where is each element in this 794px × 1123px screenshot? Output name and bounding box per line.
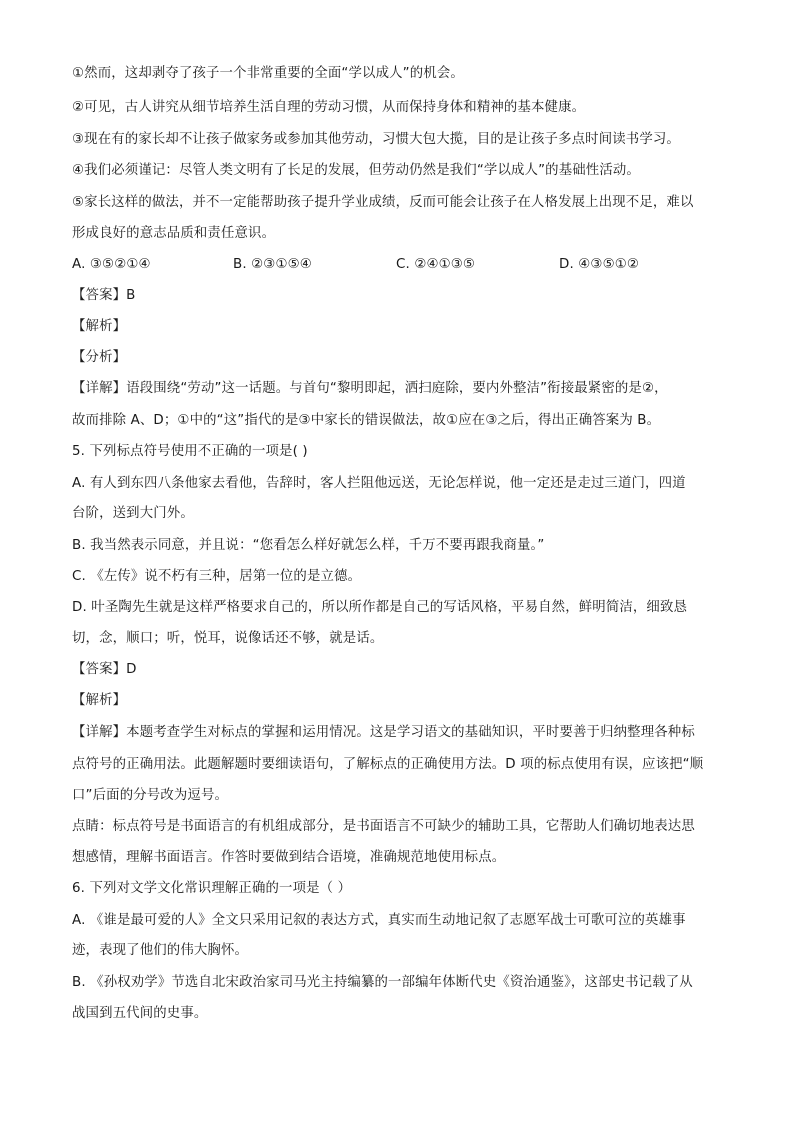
q4-analysis-heading: 【解析】: [72, 319, 127, 334]
option-a: A. ③⑤②①④: [72, 257, 151, 272]
q4-detail-line-1: 【详解】语段围绕“劳动”这一话题。与首句“黎明即起，洒扫庭除，要内外整洁”衔接最紧密的是②，: [72, 381, 668, 396]
q4-answer: 【答案】B: [72, 288, 136, 303]
sentence-5-line-1: ⑤家长这样的做法，并不一定能帮助孩子提升学业成绩，反而可能会让孩子在人格发展上出现不足，难以: [72, 195, 694, 210]
q5-option-b: B. 我当然表示同意，并且说：“您看怎么样好就怎么样，千万不要再跟我商量。”: [72, 538, 545, 553]
q6-stem: 6. 下列对文学文化常识理解正确的一项是（ ）: [72, 881, 352, 896]
sentence-2: ②可见，古人讲究从细节培养生活自理的劳动习惯，从而保持身体和精神的基本健康。: [72, 100, 586, 115]
q5-answer: 【答案】D: [72, 662, 137, 677]
q4-detail-line-2: 故而排除 A、D；①中的“这”指代的是③中家长的错误做法，故①应在③之后，得出正确答案为 B。: [72, 413, 661, 428]
sentence-4: ④我们必须谨记：尽管人类文明有了长足的发展，但劳动仍然是我们“学以成人”的基础性活动。: [72, 163, 640, 178]
q5-detail-line-3: 口”后面的分号改为逗号。: [72, 788, 229, 803]
sentence-1: ①然而，这却剥夺了孩子一个非常重要的全面“学以成人”的机会。: [72, 66, 464, 81]
q5-option-d-line-2: 切，念，顺口；听，悦耳，说像话还不够，就是话。: [72, 631, 384, 646]
q6-option-b-line-1: B. 《孙权劝学》节选自北宋政治家司马光主持编纂的一部编年体断代史《资治通鉴》，这部史书记载了从: [72, 975, 693, 990]
q5-analysis-heading: 【解析】: [72, 693, 127, 708]
q5-option-d-line-1: D. 叶圣陶先生就是这样严格要求自己的，所以所作都是自己的写话风格，平易自然，鲜明简洁，细致恳: [72, 600, 688, 615]
q6-option-a-line-1: A. 《谁是最可爱的人》全文只采用记叙的表达方式，真实而生动地记叙了志愿军战士可歌可泣的英雄事: [72, 913, 686, 928]
q5-option-c: C. 《左传》说不朽有三种，居第一位的是立德。: [72, 569, 362, 584]
q4-options: [72, 255, 732, 275]
sentence-5-line-2: 形成良好的意志品质和责任意识。: [72, 226, 276, 241]
q5-stem: 5. 下列标点符号使用不正确的一项是( ): [72, 444, 308, 459]
option-b: B. ②③①⑤④: [233, 257, 312, 272]
q5-dianjing-line-2: 想感情，理解书面语言。作答时要做到结合语境，准确规范地使用标点。: [72, 850, 506, 865]
option-c: C. ②④①③⑤: [396, 257, 476, 272]
q5-dianjing-line-1: 点睛：标点符号是书面语言的有机组成部分，是书面语言不可缺少的辅助工具，它帮助人们确切地表达思: [72, 819, 695, 834]
q4-fenxi-heading: 【分析】: [72, 350, 127, 365]
q5-option-a-line-1: A. 有人到东四八条他家去看他，告辞时，客人拦阻他远送，无论怎样说，他一定还是走过三道门，四道: [72, 476, 686, 491]
q5-option-a-line-2: 台阶，送到大门外。: [72, 506, 194, 521]
option-d: D. ④③⑤①②: [559, 257, 640, 272]
sentence-3: ③现在有的家长却不让孩子做家务或参加其他劳动，习惯大包大揽，目的是让孩子多点时间读书学习。: [72, 132, 680, 147]
q6-option-a-line-2: 迹，表现了他们的伟大胸怀。: [72, 943, 249, 958]
q5-detail-line-1: 【详解】本题考查学生对标点的掌握和运用情况。这是学习语文的基础知识，平时要善于归纳整理各种标: [72, 725, 695, 740]
q5-detail-line-2: 点符号的正确用法。此题解题时要细读语句，了解标点的正确使用方法。D 项的标点使用有误，应该把“顺: [72, 757, 704, 772]
q6-option-b-line-2: 战国到五代间的史事。: [72, 1006, 208, 1021]
